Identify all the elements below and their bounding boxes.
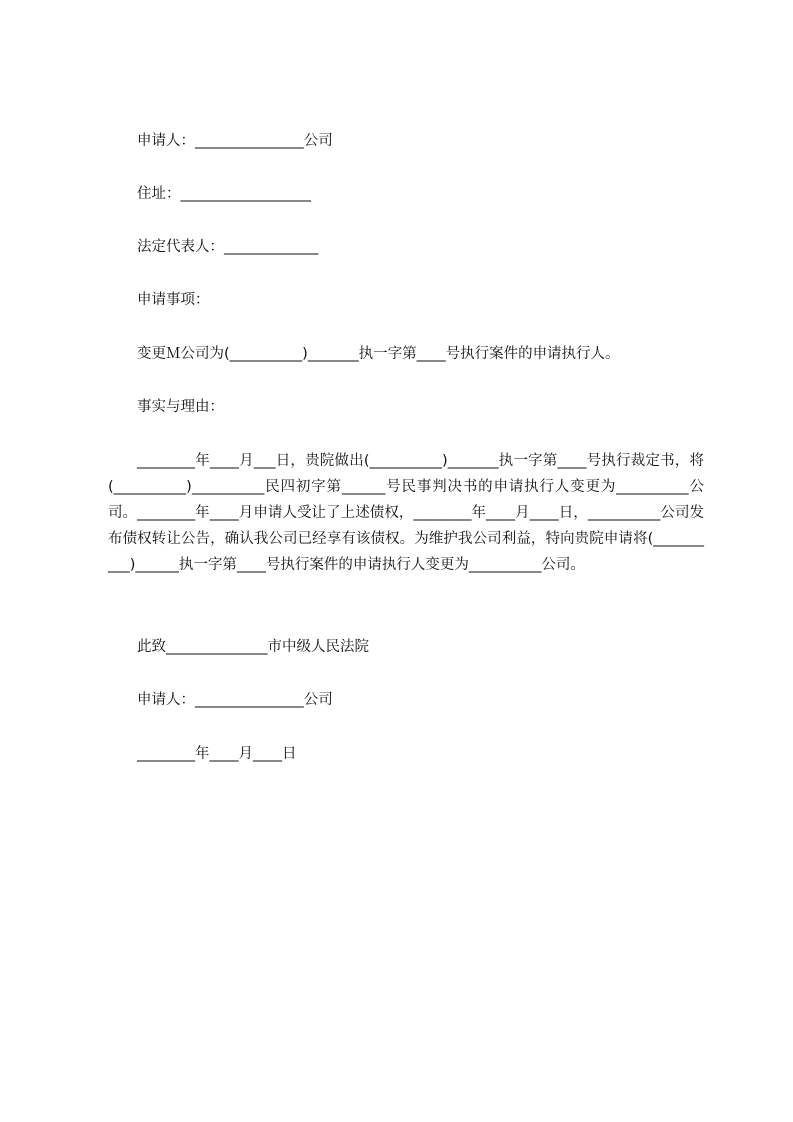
facts-heading: 事实与理由：: [137, 399, 224, 415]
applicant-line: 申请人：_______________公司: [137, 133, 333, 149]
facts-body: ________年____月___日，贵院做出(__________)_______执一字第____号执行裁定书，将(__________)__________民四初字第______号民事判决书的申请执行人变更为__________公司。________年____月申请人受让了上述债权，________年____月____日，__________公司发布债权转让公告，确认我公司已经享有该债权。为维护我公司利益，特向贵院申请将(__________)______执一字第____号执行案件的申请执行人变更为__________公司。: [108, 453, 704, 573]
addressee-line: 此致______________市中级人民法院: [137, 639, 369, 655]
request-body: 变更Ｍ公司为(__________)_______执一字第____号执行案件的申请执行人。: [137, 346, 620, 362]
date-line: ________年____月____日: [137, 746, 297, 762]
signature-applicant-line: 申请人：_______________公司: [137, 692, 333, 708]
request-heading: 申请事项：: [137, 292, 210, 308]
address-line: 住址：__________________: [137, 186, 311, 202]
legal-representative-line: 法定代表人：_____________: [137, 239, 319, 255]
